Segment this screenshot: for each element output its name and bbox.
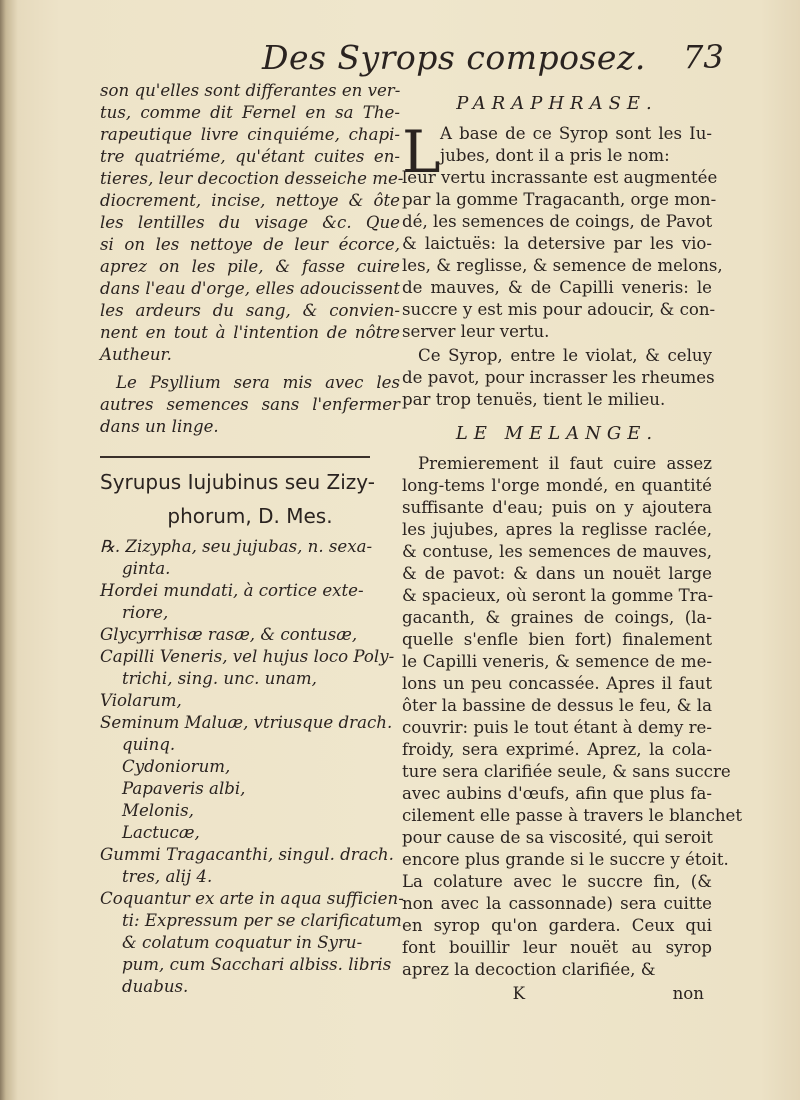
text-line: les jujubes, apres la reglisse raclée, [402, 520, 712, 539]
text-line: ture sera clarifiée seule, & sans succre [402, 762, 731, 781]
left-column [100, 80, 404, 998]
ingredient-line: Violarum, [100, 691, 182, 710]
signature-mark: K [512, 984, 526, 1003]
ingredient-line: Coquantur ex arte in aqua sufficien- [100, 889, 404, 908]
ingredient-line: Hordei mundati, à cortice exte- [100, 581, 364, 600]
section-divider [100, 456, 370, 458]
ingredient-line: Gummi Tragacanthi, singul. drach. [100, 845, 394, 864]
recipe-title-line: phorum, D. Mes. [167, 504, 333, 528]
ingredient-line: trichi, sing. unc. unam, [122, 669, 317, 688]
text-line: Ce Syrop, entre le violat, & celuy [418, 346, 712, 365]
ingredient-line: quinq. [122, 735, 176, 754]
text-line: dans un linge. [100, 417, 219, 436]
text-line: par trop tenuës, tient le milieu. [402, 390, 666, 409]
recipe-title [100, 468, 400, 530]
text-line: dé, les semences de coings, de Pavot [402, 212, 713, 231]
psyllium-paragraph [100, 372, 400, 438]
text-line: La colature avec le succre fin, (& [402, 872, 712, 891]
text-line: tus, comme dit Fernel en sa The- [100, 103, 400, 122]
drop-cap: L [402, 118, 441, 186]
melange-body [402, 453, 743, 981]
text-line: tre quatriéme, qu'étant cuites en- [100, 147, 400, 166]
text-line: les ardeurs du sang, & convien- [100, 301, 400, 320]
paraphrase-first-lines [402, 123, 712, 167]
text-line: dans l'eau d'orge, elles adoucissent [100, 279, 400, 298]
text-line: & contuse, les semences de mauves, [402, 542, 712, 561]
text-line: par la gomme Tragacanth, orge mon- [402, 190, 717, 209]
ingredient-line: pum, cum Sacchari albiss. libris [122, 955, 392, 974]
text-line: ôter la bassine de dessus le feu, & la [402, 696, 712, 715]
text-line: font bouillir leur nouët au syrop [402, 938, 712, 957]
ingredient-line: Papaveris albi, [122, 779, 246, 798]
paraphrase-second [402, 345, 715, 411]
text-line: nent en tout à l'intention de nôtre [100, 323, 400, 342]
text-line: & spacieux, où seront la gomme Tra- [402, 586, 714, 605]
recipe-title-line: Syrupus Iujubinus seu Zizy- [100, 470, 375, 494]
ingredient-line: duabus. [122, 977, 189, 996]
page-number: 73 [683, 38, 724, 76]
ingredient-line: ti: Expressum per se clarificatum [122, 911, 402, 930]
text-line: & laictuës: la detersive par les vio- [402, 234, 712, 253]
text-line: quelle s'enfle bien fort) finalement [402, 630, 712, 649]
text-line: les lentilles du visage &c. Que [100, 213, 400, 232]
ingredient-line: Cydoniorum, [122, 757, 231, 776]
text-line: Le Psyllium sera mis avec les [116, 373, 400, 392]
ingredient-line: Capilli Veneris, vel hujus loco Poly- [100, 647, 395, 666]
text-line: diocrement, incise, nettoye & ôte [100, 191, 400, 210]
text-line: non avec la cassonnade) sera cuitte [402, 894, 712, 913]
text-line: en syrop qu'on gardera. Ceux qui [402, 916, 712, 935]
catchword-line [402, 983, 712, 1005]
ingredient-line: Lactucæ, [122, 823, 200, 842]
text-line: leur vertu incrassante est augmentée [402, 168, 718, 187]
left-prose [100, 80, 404, 366]
text-line: tieres, leur decoction desseiche me- [100, 169, 404, 188]
ingredient-line: Seminum Maluæ, vtriusque drach. [100, 713, 393, 732]
running-head: Des Syrops composez. [262, 38, 646, 77]
text-line: Premierement il faut cuire assez [418, 454, 712, 473]
text-line: couvrir: puis le tout étant à demy re- [402, 718, 712, 737]
text-line: encore plus grande si le succre y étoit. [402, 850, 729, 869]
text-line: cilement elle passe à travers le blanchet [402, 806, 743, 825]
text-line: A base de ce Syrop sont les Iu- [440, 124, 712, 143]
text-line: server leur vertu. [402, 322, 550, 341]
ingredient-line: Melonis, [122, 801, 194, 820]
ingredient-line: riore, [122, 603, 169, 622]
text-line: de pavot, pour incrasser les rheumes [402, 368, 715, 387]
text-line: froidy, sera exprimé. Aprez, la cola- [402, 740, 712, 759]
text-line: autres semences sans l'enfermer [100, 395, 400, 414]
text-line: le Capilli veneris, & semence de me- [402, 652, 712, 671]
ingredient-line: ℞. Zizypha, seu jujubas, n. sexa- [100, 537, 373, 556]
text-line: aprez on les pile, & fasse cuire [100, 257, 400, 276]
text-line: les, & reglisse, & semence de melons, [402, 256, 723, 275]
text-line: suffisante d'eau; puis on y ajoutera [402, 498, 712, 517]
text-line: gacanth, & graines de coings, (la- [402, 608, 712, 627]
text-line: aprez la decoction clarifiée, & [402, 960, 656, 979]
ingredient-line: Glycyrrhisæ rasæ, & contusæ, [100, 625, 358, 644]
text-line: rapeutique livre cinquiéme, chapi- [100, 125, 400, 144]
right-column [402, 93, 743, 1005]
text-line: si on les nettoye de leur écorce, [100, 235, 400, 254]
text-line: avec aubins d'œufs, afin que plus fa- [402, 784, 712, 803]
text-line: de mauves, & de Capilli veneris: le [402, 278, 712, 297]
paraphrase-heading: PARAPHRASE. [456, 93, 658, 114]
text-line: & de pavot: & dans un nouët large [402, 564, 712, 583]
text-line: son qu'elles sont differantes en ver- [100, 81, 401, 100]
text-line: lons un peu concassée. Apres il faut [402, 674, 712, 693]
recipe-ingredients [100, 536, 404, 998]
text-line: pour cause de sa viscosité, qui seroit [402, 828, 713, 847]
ingredient-line: & colatum coquatur in Syru- [122, 933, 363, 952]
paraphrase-body [402, 167, 723, 343]
ingredient-line: ginta. [122, 559, 171, 578]
melange-heading: LE MELANGE. [455, 423, 659, 444]
text-line: succre y est mis pour adoucir, & con- [402, 300, 716, 319]
text-line: long-tems l'orge mondé, en quantité [402, 476, 712, 495]
ingredient-line: tres, alij 4. [122, 867, 213, 886]
catchword: non [672, 984, 704, 1003]
text-line: jubes, dont il a pris le nom: [440, 146, 670, 165]
text-line: Autheur. [100, 345, 172, 364]
